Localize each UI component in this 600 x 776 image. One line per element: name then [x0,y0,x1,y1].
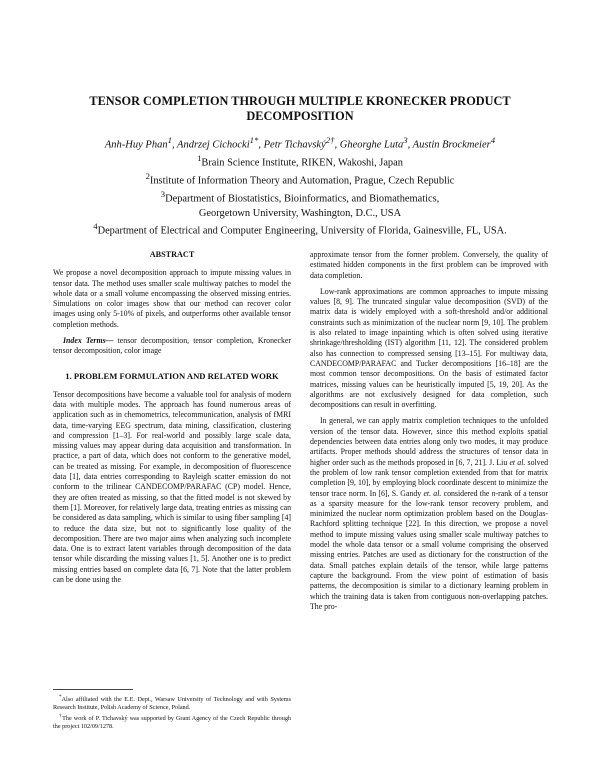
author: Andrzej Cichocki [177,139,250,151]
right-column [310,250,548,612]
index-terms [53,336,291,357]
abstract-heading: ABSTRACT [149,250,195,259]
author-sup: 3 [403,135,408,145]
affiliation: Georgetown University, Washington, D.C., USA [198,207,402,219]
footnote: *Also affiliated with the E.E. Dept., Warsaw University of Technology and with Systems Research Institute, Polish Academy of Science, Poland. [53,694,291,712]
author: Anh-Huy Phan [104,139,168,151]
title-line-1: TENSOR COMPLETION THROUGH MULTIPLE KRONECKER PRODUCT [89,94,511,108]
title-line-2: DECOMPOSITION [246,109,354,123]
section-1-heading: 1. PROBLEM FORMULATION AND RELATED WORK [65,370,279,381]
affiliation: $^2$Institute of Information Theory and Automation, Prague, Czech Republic [145,171,455,187]
paragraph: Low-rank approximations are common approaches to impute missing values [8, 9]. The truncated singular value decomposition (SVD) of the matrix data is widely employed with a soft-threshold and/or additional constraints such as minimization of the nuclear norm [9, 10]. The problem is also related to image inpainting which is often solved using iterative shrinkage/thresholding (IST) algorithm [11, 12]. The considered problem also has connection to compressed sensing [13–15]. For multiway data, CANDECOMP/PARAFAC and Tucker decompositions [16–18] are the most common tensor decompositions. On the basis of estimated factor matrices, missing values can be heuristically imputed [5, 19, 20]. As the algorithms are not exclusively designed for data completion, such decompositions can result in overfitting. [310,286,548,410]
author-sup: 1 [167,135,172,145]
author: Petr Tichavský [263,139,326,151]
affiliation: $^4$Department of Electrical and Computer Engineering, University of Florida, Gainesville, FL, USA. [93,221,507,237]
author-sup: 1* [249,135,259,145]
paper-title [60,94,540,124]
footnote-rule [53,689,133,690]
affiliation: $^1$Brain Science Institute, RIKEN, Wakoshi, Japan [197,153,403,169]
footnote: †The work of P. Tichavský was supported by Grant Agency of the Czech Republic through the project 102/09/1278. [53,713,292,731]
author-list: Anh-Huy Phan$^1$, Andrzej Cichocki$^{1*}$, Petr Tichavský$^{2\dagger}$, Gheorghe Luta$^3$, Austin Brockmeier$^4$ [104,135,496,151]
affiliation: $^3$Department of Biostatistics, Bioinformatics, and Biomathematics, [160,189,440,205]
author-sup: 4 [490,135,496,145]
author-sup: 2† [325,135,335,145]
abstract-text: We propose a novel decomposition approach to impute missing values in tensor data. The method uses smaller scale multiway patches to model the whole data or a small volume encompassing the observed missing entries. Simulations on color images show that our method can recover color images using only 5-10% of pixels, and outperforms other available tensor completion methods. [53,268,291,329]
author: Gheorghe Luta [339,139,404,151]
paragraph: In general, we can apply matrix completion techniques to the unfolded version of the tensor data. However, since this method exploits spatial dependencies between data entries along only two modes, it may produce artifacts. Proper methods should address the structures of tensor data in higher order such as the methods proposed in [6, 7, 21]. J. Liu et al. solved the problem of low rank tensor completion extended from that for matrix completion [9, 10], by employing block coordinate descent to minimize the tensor trace norm. In [6], S. Gandy et. al. considered the n-rank of a tensor as a sparsity measure for the low-rank tensor recovery problem, and minimized the nuclear norm optimization problem based on the Douglas-Rachford splitting technique [22]. In this direction, we propose a novel method to impute missing values using smaller scale multiway patches to model the whole data tensor or a small volume comprising the observed missing entries. Patches are used as dictionary for the construction of the data. Small patches explain details of the tensor, while large patterns capture the background. From the view point of estimation of basis patterns, the decomposition is similar to a dictionary learning problem in which the training data is taken from contiguous non-overlapping patches. The pro- [310,416,548,611]
paragraph: approximate tensor from the former problem. Conversely, the quality of estimated hidden components in the first problem can be improved with data completion. [310,250,548,280]
affiliation-list [30,152,570,238]
index-terms-text: tensor decomposition, tensor completion, Kronecker tensor decomposition, color image [53,336,291,356]
index-terms-label: Index Terms— [63,336,114,346]
footnotes [53,693,291,732]
left-column [53,250,291,585]
author: Austin Brockmeier [412,139,491,151]
section-1-paragraph: Tensor decompositions have become a valuable tool for analysis of modern data with multiple modes. The approach has found numerous areas of application such as in chemometrics, telecommunication, analysis of fMRI data, time-varying EEG spectrum, data mining, classification, clustering and compression [1–3]. For real-world and possibly large scale data, missing values may appear during data acquisition and transformation. In practice, a part of data, which does not conform to the generative model, can be treated as missing. For example, in decomposition of fluorescence data [1], data entries corresponding to Rayleigh scatter emission do not conform to the trilinear CANDECOMP/PARAFAC (CP) model. Hence, they are often treated as missing, so that the fitted model is not skewed by them [1]. Moreover, for relatively large data, treating entries as missing can be considered as data sampling, which is similar to using fiber sampling [4] to reduce the data size, but not to significantly lose quality of the decomposition. There are two major aims when analyzing such incomplete data. One is to extract latent variables through decomposition of the data tensor while discarding the missing values [1, 5]. Another one is to predict missing entries based on complete data [6, 7]. Note that the latter problem can be done using the [53,389,291,585]
